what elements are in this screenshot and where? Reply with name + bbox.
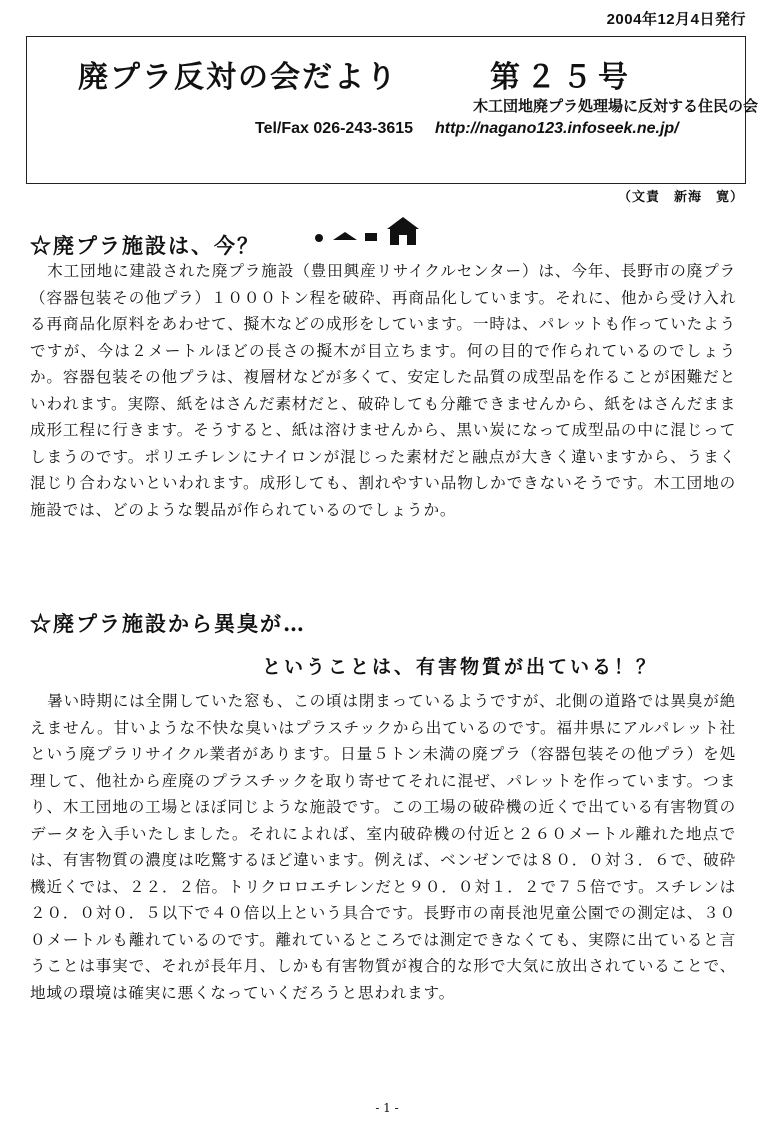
issue-number: 第２５号 [490, 60, 634, 95]
square-icon [365, 233, 377, 241]
house-icon [387, 217, 419, 245]
decorative-icons [305, 213, 435, 247]
organization-name: 木工団地廃プラ処理場に反対する住民の会 [472, 98, 758, 115]
section-body-plant-status: 木工団地に建設された廃プラ施設（豊田興産リサイクルセンター）は、今年、長野市の廃プラ（容器包装その他プラ）１０００トン程を破砕、再商品化しています。それに、他から受け入れる再商品化原料をあわせて、擬木などの成形をしています。一時は、パレットも作っていたようですが、今は２メートルほどの長さの擬木が目立ちます。何の目的で作られているのでしょうか。容器包装その他プラは、複層材などが多くて、安定した品質の成型品を作ることが困難だといわれます。実際、紙をはさんだ素材だと、破砕しても分離できませんから、紙をはさんだまま成形工程に行きます。そうすると、紙は溶けませんから、黒い炭になって成型品の中に混じってしまうのです。ポリエチレンにナイロンが混じった素材だと融点が大きく違いますから、うまく混じり合わないといわれます。成形しても、割れやすい品物しかできないそうです。木工団地の施設では、どのような製品が作られているのでしょうか。 [30, 262, 736, 519]
mountain-icon [333, 232, 357, 240]
section-heading-plant-status: ☆廃プラ施設は、今？ [30, 233, 260, 258]
dot-icon [315, 234, 323, 242]
page-number: - 1 - [375, 1101, 399, 1115]
contact-line [255, 120, 679, 138]
tel-fax: Tel/Fax 026-243-3615 [255, 120, 414, 137]
section-subheading-odor: ということは、有害物質が出ている！？ [262, 656, 659, 678]
section-body-odor: 暑い時期には全開していた窓も、この頃は閉まっているようですが、北側の道路では異臭が絶えません。甘いような不快な臭いはプラスチックから出ているのです。福井県にアルパレット社という廃プラリサイクル業者があります。日量５トン未満の廃プラ（容器包装その他プラ）を処理して、他社から産廃のプラスチックを取り寄せてそれに混ぜ、パレットを作っています。つまり、木工団地の工場とほぼ同じような施設です。この工場の破砕機の近くで出ている有害物質のデータを入手いたしました。それによれば、室内破砕機の付近と２６０メートル離れた地点では、有害物質の濃度は吃驚するほど違います。例えば、ベンゼンでは８０．０対３．６で、破砕機近くでは、２２．２倍。トリクロロエチレンだと９０．０対１．２で７５倍です。スチレンは２０．０対０．５以下で４０倍以上という具合です。長野市の南長池児童公園での測定は、３００メートルも離れているのです。離れているところでは測定できなくても、実際に出ていると言うことは事実で、それが長年月、しかも有害物質が複合的な形で大気に放出されていることで、地域の環境は確実に悪くなっていくだろうと思われます。 [30, 692, 736, 1002]
section-heading-odor: ☆廃プラ施設から異臭が… [30, 611, 306, 636]
website-url: http://nagano123.infoseek.ne.jp/ [435, 120, 679, 137]
issue-date: 2004年12月4日発行 [606, 11, 746, 28]
author-credit: （文責 新海 寛） [617, 189, 744, 204]
newsletter-title: 廃プラ反対の会だより [78, 60, 398, 95]
